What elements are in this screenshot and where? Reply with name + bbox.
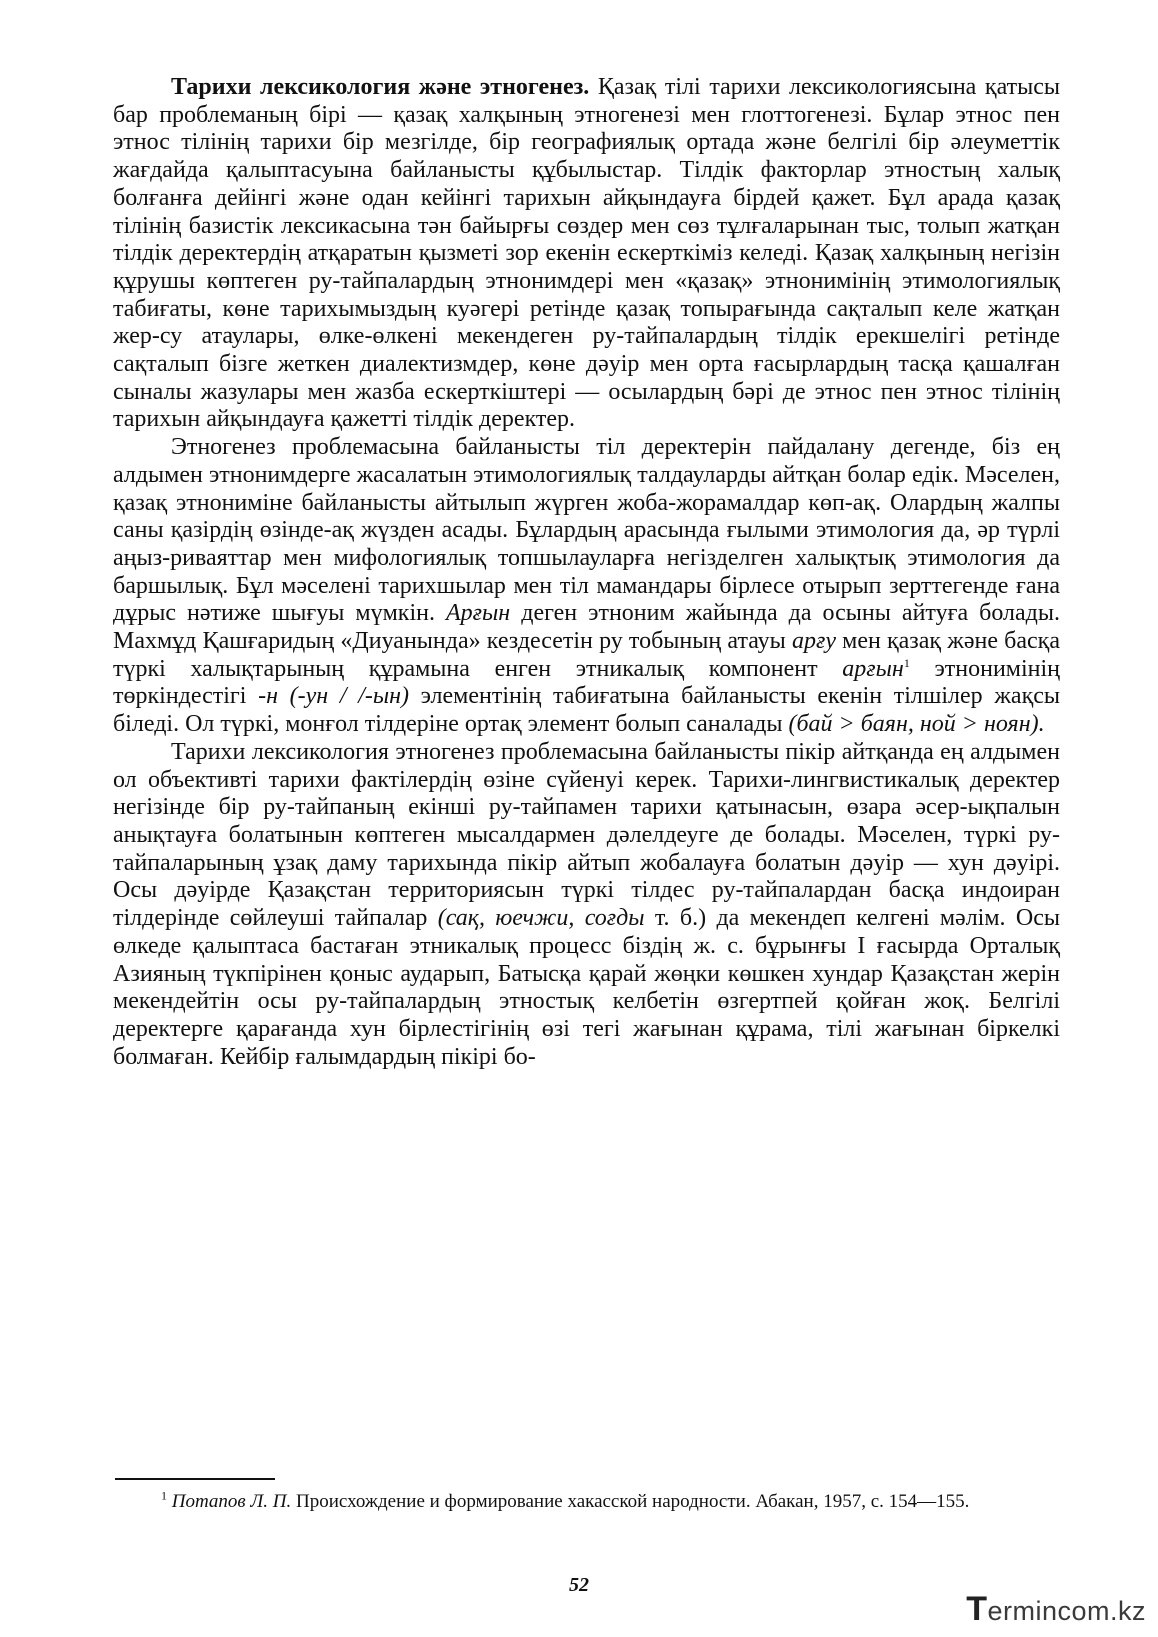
page-number: 52 bbox=[569, 1574, 589, 1596]
watermark-lead: T bbox=[966, 1590, 988, 1628]
footnote bbox=[115, 1489, 1060, 1515]
paragraph-3 bbox=[113, 739, 1060, 1071]
italic-term: (бай > баян, ной > ноян). bbox=[788, 711, 1045, 738]
footnote-author: Потапов Л. П. bbox=[171, 1491, 292, 1512]
paragraph-1 bbox=[113, 74, 1060, 434]
text-run: мен қазақ және басқа түркі халықтарының құрамына енген этникалық компонент bbox=[113, 628, 1060, 682]
footnote-reference: 1 bbox=[903, 655, 910, 670]
footnote-marker: 1 bbox=[161, 1488, 167, 1503]
text-run: этнонимінің төркіндестігі bbox=[113, 655, 1060, 710]
text-run: элементінің табиғатына байланысты екенін тілшілер жақсы біледі. Ол түркі, монғол тілдеріне ортақ элемент болып саналады bbox=[113, 683, 1061, 738]
italic-term: арғын bbox=[842, 655, 904, 682]
footnote-text: Происхождение и формирование хакасской народности. Абакан, 1957, с. 154—155. bbox=[291, 1491, 970, 1512]
text-run: Тарихи лексикология этногенез проблемасына байланысты пікір айтқанда ең алдымен ол объективті тарихи фактілердің өзіне сүйенуі керек. Тарихи-лингвистикалық деректер негізінде бір ру-тайпаның екінші ру-тайпамен тарихи қатынасын, өзара әсер-ықпалын анықтауға болатынын көптеген мысалдармен дәлелдеуге де болады. Мәселен, түркі ру-тайпаларының ұзақ даму тарихында пікір айтып жобалауға болатын дәуір — хун дәуірі. Осы дәуірде Қазақстан территориясын түркі тілдес ру-тайпалардан басқа индоиран тілдерінде сөйлеуші тайпалар bbox=[113, 738, 1060, 932]
page-body bbox=[113, 74, 1060, 1071]
text-run: Этногенез проблемасына байланысты тіл деректерін пайдалану дегенде, біз ең алдымен этнонимдерге жасалатын этимологиялық талдауларды айтқан болар едік. Мәселен, қазақ этнониміне байланысты айтылып жүрген жоба-жорамалдар көп-ақ. Олардың жалпы саны қазірдің өзінде-ақ жүзден асады. Бұлардың арасында ғылыми этимология да, әр түрлі аңыз-риваяттар мен мифологиялық топшылауларға негізделген халықтық этимология да баршылық. Бұл мәселені тарихшылар мен тіл мамандары бірлесе отырып зерттегенде ғана дұрыс нәтиже шығуы мүмкін. bbox=[113, 434, 1060, 627]
italic-term: Арғын bbox=[446, 600, 511, 627]
paragraph-2 bbox=[113, 434, 1060, 739]
italic-term: арғу bbox=[791, 628, 836, 655]
italic-term: -н (-ун / /-ын) bbox=[258, 683, 410, 710]
italic-term: (сақ, юечжи, соғды bbox=[437, 905, 645, 932]
text-run: т. б.) да мекендеп келгені мәлім. Осы өлкеде қалыптаса бастаған этникалық процесс біздің ж. с. бұрынғы І ғасырда Орталық Азияның түкпірінен қоныс аударып, Батысқа қарай жөңки көшкен хундар Қазақстан жерін мекендейтін осы ру-тайпалардың этностық келбетін өзгертпей қойған жоқ. Белгілі деректерге қарағанда хун бірлестігінің өзі тегі жағынан құрама, тілі жағынан біркелкі болмаған. Кейбір ғалымдардың пікірі бо- bbox=[113, 905, 1060, 1070]
watermark-logo bbox=[966, 1590, 1146, 1629]
footnote-divider bbox=[115, 1478, 275, 1480]
watermark-text: ermincom.kz bbox=[987, 1596, 1146, 1626]
text-run: Қазақ тілі тарихи лексикологиясына қатысы бар проблеманың бірі — қазақ халқының этногенезі мен глоттогенезі. Бұлар этнос пен этнос тілінің тарихи бір мезгілде, бір географиялық ортада және белгілі бір әлеуметтік жағдайда қалыптасуына байланысты құбылыстар. Тілдік факторлар этностың халық болғанға дейінгі және одан кейінгі тарихын айқындауға бірдей қажет. Бұл арада қазақ тілінің базистік лексикасына тән байырғы сөздер мен сөз тұлғаларынан тыс, толып жатқан тілдік деректердің атқаратын қызметі зор екенін ескерткіміз келеді. Қазақ халқының негізін құрушы көптеген ру-тайпалардың этнонимдері мен «қазақ» этнонимінің этимологиялық табиғаты, көне тарихымыздың куәгері ретінде қазақ топырағында сақталып келе жатқан жер-су атаулары, өлке-өлкені мекендеген ру-тайпалардың тілдік ерекшелігі ретінде сақталып бізге жеткен диалектизмдер, көне дәуір мен орта ғасырлардың тасқа қашалған сыналы жазулары мен жазба ескерткіштері — осылардың бәрі де этнос пен этнос тілінің тарихын айқындауға қажетті тілдік деректер. bbox=[113, 74, 1060, 433]
section-heading: Тарихи лексикология және этногенез. bbox=[171, 74, 590, 100]
text-run: деген этноним жайында да осыны айтуға болады. Махмұд Қашғаридың «Диуанында» кездесетін ру тобының атауы bbox=[113, 600, 1060, 655]
